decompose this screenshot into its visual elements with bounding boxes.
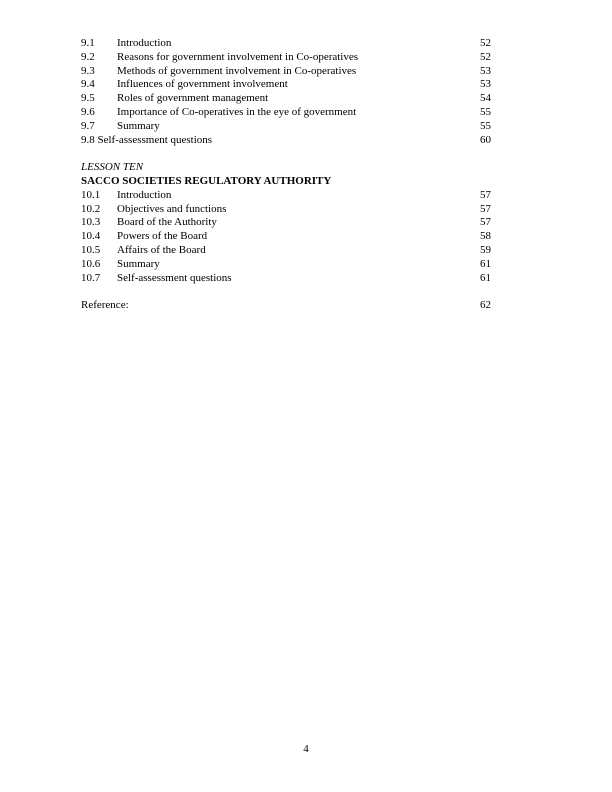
- toc-entry-title: Introduction: [117, 37, 172, 49]
- lesson-heading: SACCO SOCIETIES REGULATORY AUTHORITY: [81, 174, 332, 187]
- toc-entry-number: 9.4: [81, 78, 95, 91]
- toc-entry-page: 58: [480, 230, 491, 243]
- toc-entry-number: 9.5: [81, 92, 95, 105]
- toc-entry-page: 54: [480, 92, 491, 105]
- toc-entry-number: 10.7: [81, 271, 101, 284]
- toc-entry-number: 9.3: [81, 64, 95, 77]
- toc-entry-page: 55: [480, 119, 491, 132]
- page-number: 4: [303, 743, 309, 755]
- toc-entry-reference: [81, 299, 491, 313]
- toc-entry-10-3: [81, 216, 491, 230]
- toc-entry-title: Influences of government involvement: [117, 78, 288, 91]
- toc-entry-title: Reasons for government involvement in Co-operatives: [117, 50, 359, 63]
- toc-entry-9-2: [81, 51, 491, 65]
- toc-entry-10-5: [81, 244, 491, 258]
- toc-entry-page: 52: [480, 37, 491, 49]
- toc-entry-title: Self-assessment questions: [117, 271, 232, 284]
- toc-entry-page: 53: [480, 78, 491, 91]
- toc-entry-10-2: [81, 203, 491, 217]
- toc-entry-number: 10.2: [81, 202, 101, 215]
- toc-entry-number: 9.2: [81, 50, 95, 63]
- toc-entry-10-4: [81, 230, 491, 244]
- toc-entry-title: Roles of government management: [117, 92, 269, 105]
- toc-entry-number: 9.1: [81, 37, 95, 49]
- toc-entry-number: 9.7: [81, 119, 95, 132]
- toc-entry-title: Powers of the Board: [117, 230, 208, 243]
- toc-entry-page: 55: [480, 105, 491, 118]
- toc-entry-title: Summary: [117, 119, 160, 132]
- toc-entry-10-6: [81, 258, 491, 272]
- toc-entry-9-1: [81, 37, 491, 51]
- toc-entry-title: Reference:: [81, 299, 129, 312]
- toc-entry-title: Board of the Authority: [117, 216, 217, 229]
- toc-entry-title: Summary: [117, 257, 160, 270]
- toc-entry-page: 59: [480, 243, 491, 256]
- spacer: [81, 147, 491, 161]
- toc-entry-9-8: [81, 134, 491, 148]
- toc-entry-9-3: [81, 65, 491, 79]
- toc-entry-page: 61: [480, 257, 491, 270]
- toc-entry-page: 52: [480, 50, 491, 63]
- toc-entry-title: Affairs of the Board: [117, 243, 206, 256]
- spacer: [81, 285, 491, 299]
- toc-entry-number: 10.5: [81, 243, 101, 256]
- lesson-label: LESSON TEN: [81, 161, 144, 174]
- toc-entry-page: 53: [480, 64, 491, 77]
- toc-entry-title: 9.8 Self-assessment questions: [81, 133, 213, 146]
- toc-entry-page: 61: [480, 271, 491, 284]
- toc-entry-10-1: [81, 189, 491, 203]
- toc-entry-title: Introduction: [117, 188, 172, 201]
- toc-entry-title: Objectives and functions: [117, 202, 227, 215]
- toc-entry-number: 10.4: [81, 230, 101, 243]
- toc-entry-9-6: [81, 106, 491, 120]
- toc-entry-10-7: [81, 272, 491, 286]
- toc-entry-page: 57: [480, 202, 491, 215]
- table-of-contents: [81, 37, 491, 313]
- toc-entry-title: Importance of Co-operatives in the eye of government: [117, 105, 357, 118]
- toc-entry-page: 60: [480, 133, 491, 146]
- toc-entry-9-5: [81, 92, 491, 106]
- toc-entry-number: 10.6: [81, 257, 101, 270]
- toc-entry-9-4: [81, 78, 491, 92]
- toc-entry-number: 10.3: [81, 216, 101, 229]
- toc-entry-page: 62: [480, 299, 491, 312]
- toc-entry-number: 9.6: [81, 105, 95, 118]
- toc-entry-page: 57: [480, 216, 491, 229]
- toc-entry-title: Methods of government involvement in Co-operatives: [117, 64, 357, 77]
- toc-entry-page: 57: [480, 188, 491, 201]
- toc-entry-number: 10.1: [81, 188, 101, 201]
- toc-entry-9-7: [81, 120, 491, 134]
